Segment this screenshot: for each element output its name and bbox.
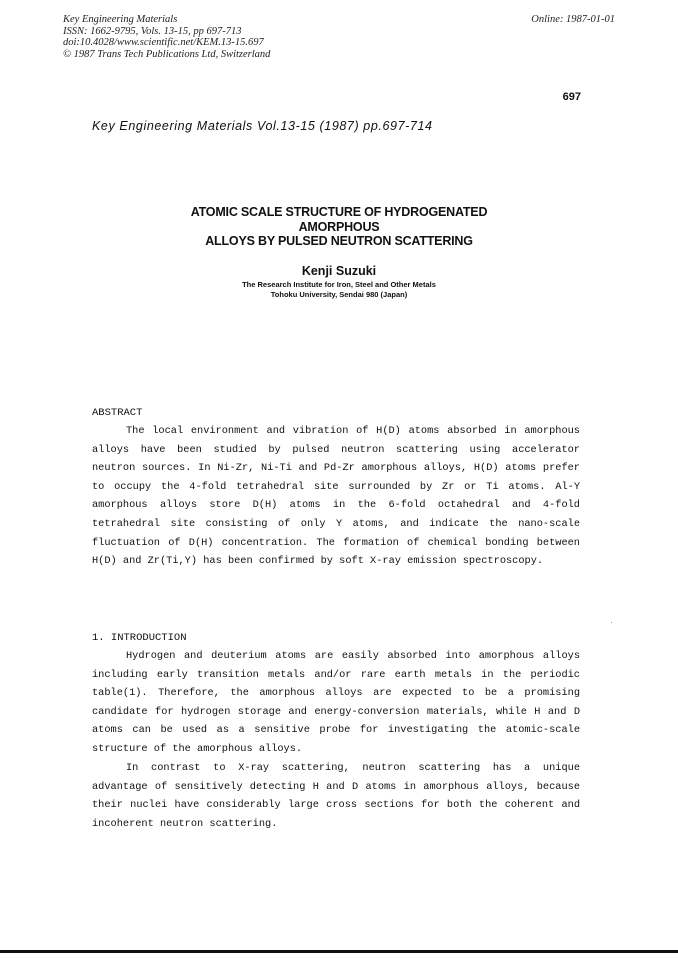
introduction-heading: 1. INTRODUCTION [92, 632, 187, 644]
citation-block [63, 14, 270, 60]
affiliation-line-2: Tohoku University, Sendai 980 (Japan) [270, 290, 408, 299]
page-number: 697 [562, 91, 581, 103]
affiliation-line-1: The Research Institute for Iron, Steel and Other Metals [242, 280, 436, 289]
citation-journal: Key Engineering Materials [63, 14, 178, 25]
abstract-text: The local environment and vibration of H(D) atoms absorbed in amorphous alloys have been studied by pulsed neutron scattering using accelerator neutron sources. In Ni-Zr, Ni-Ti and Pd-Zr amorphous alloys, H(D) atoms prefer to occupy the 4-fold tetrahedral site surrounded by Zr or Ti atoms. Al-Y amorphous alloys store D(H) atoms in the 6-fold octahedral and 4-fold tetrahedral site consisting of only Y atoms, and indicate the nano-scale fluctuation of D(H) concentration. The formation of chemical bonding between H(D) and Zr(Ti,Y) has been confirmed by soft X-ray emission spectroscopy. [92, 425, 580, 568]
citation-issn: ISSN: 1662-9795, Vols. 13-15, pp 697-713 [63, 25, 242, 37]
bottom-rule [0, 950, 678, 953]
author-name: Kenji Suzuki [301, 264, 377, 278]
scan-speck [611, 622, 612, 623]
affiliation [0, 280, 678, 300]
online-date: Online: 1987-01-01 [531, 14, 615, 25]
citation-doi: doi:10.4028/www.scientific.net/KEM.13-15.697 [63, 37, 264, 49]
paper-title [0, 205, 678, 249]
title-line-1: ATOMIC SCALE STRUCTURE OF HYDROGENATED [190, 205, 488, 219]
intro-paragraph-2: In contrast to X-ray scattering, neutron scattering has a unique advantage of sensitively detecting H and D atoms in amorphous alloys, because their nuclei have considerably large cross sections for both the coherent and incoherent neutron scattering. [92, 762, 580, 830]
title-line-3: ALLOYS BY PULSED NEUTRON SCATTERING [205, 234, 473, 248]
citation-copyright: © 1987 Trans Tech Publications Ltd, Switzerland [63, 48, 271, 60]
abstract-heading: ABSTRACT [92, 407, 143, 419]
title-line-2: AMORPHOUS [298, 219, 380, 234]
journal-line: Key Engineering Materials Vol.13-15 (1987) pp.697-714 [92, 119, 433, 133]
intro-paragraph-1: Hydrogen and deuterium atoms are easily absorbed into amorphous alloys including early transition metals and/or rare earth metals in the periodic table(1). Therefore, the amorphous alloys are expected to be a promising candidate for hydrogen storage and energy-conversion materials, while H and D atoms can be used as a sensitive probe for investigating the atomic-scale structure of the amorphous alloys. [92, 650, 580, 755]
